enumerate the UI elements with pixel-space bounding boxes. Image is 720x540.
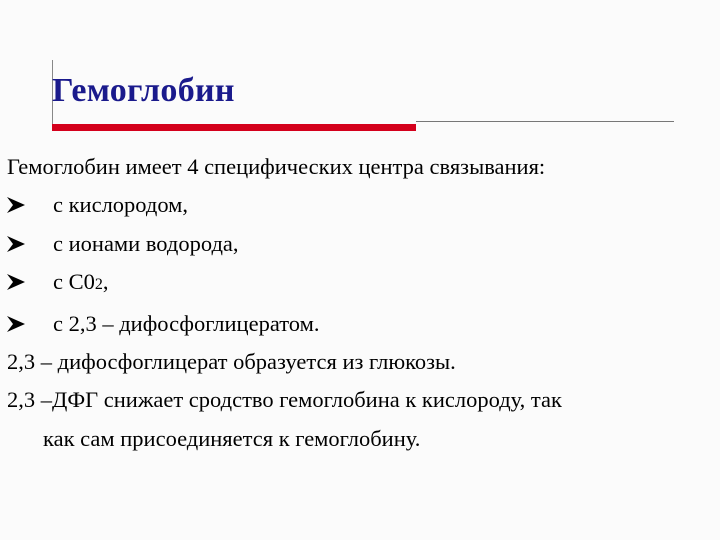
list-item (7, 263, 707, 304)
list-item (7, 305, 707, 343)
bullet-text: с С0 (53, 269, 95, 295)
paragraph-line: 2,3 –ДФГ снижает сродство гемоглобина к кислороду, так (7, 387, 562, 413)
bullet-text: с ионами водорода, (53, 230, 239, 256)
intro-text: Гемоглобин имеет 4 специфических центра связывания: (7, 154, 546, 179)
arrow-bullet-icon (7, 186, 27, 213)
slide-body (7, 148, 707, 458)
list-item (7, 225, 707, 263)
arrow-bullet-icon (7, 225, 27, 252)
bullet-text: с 2,3 – дифосфоглицератом. (53, 310, 320, 336)
paragraph-line: 2,3 – дифосфоглицерат образуется из глюкозы. (7, 349, 456, 375)
bullet-text: с кислородом, (53, 192, 189, 218)
list-item (7, 186, 707, 224)
arrow-bullet-icon (7, 305, 27, 332)
arrow-bullet-icon (7, 263, 27, 290)
co2-suffix: , (102, 269, 109, 295)
paragraph-continuation: как сам присоединяется к гемоглобину. (43, 425, 421, 451)
title-accent-rule (52, 124, 416, 131)
page-title: Гемоглобин (52, 72, 235, 109)
co2-subscript: 2 (94, 276, 103, 294)
title-thin-rule (416, 121, 674, 122)
